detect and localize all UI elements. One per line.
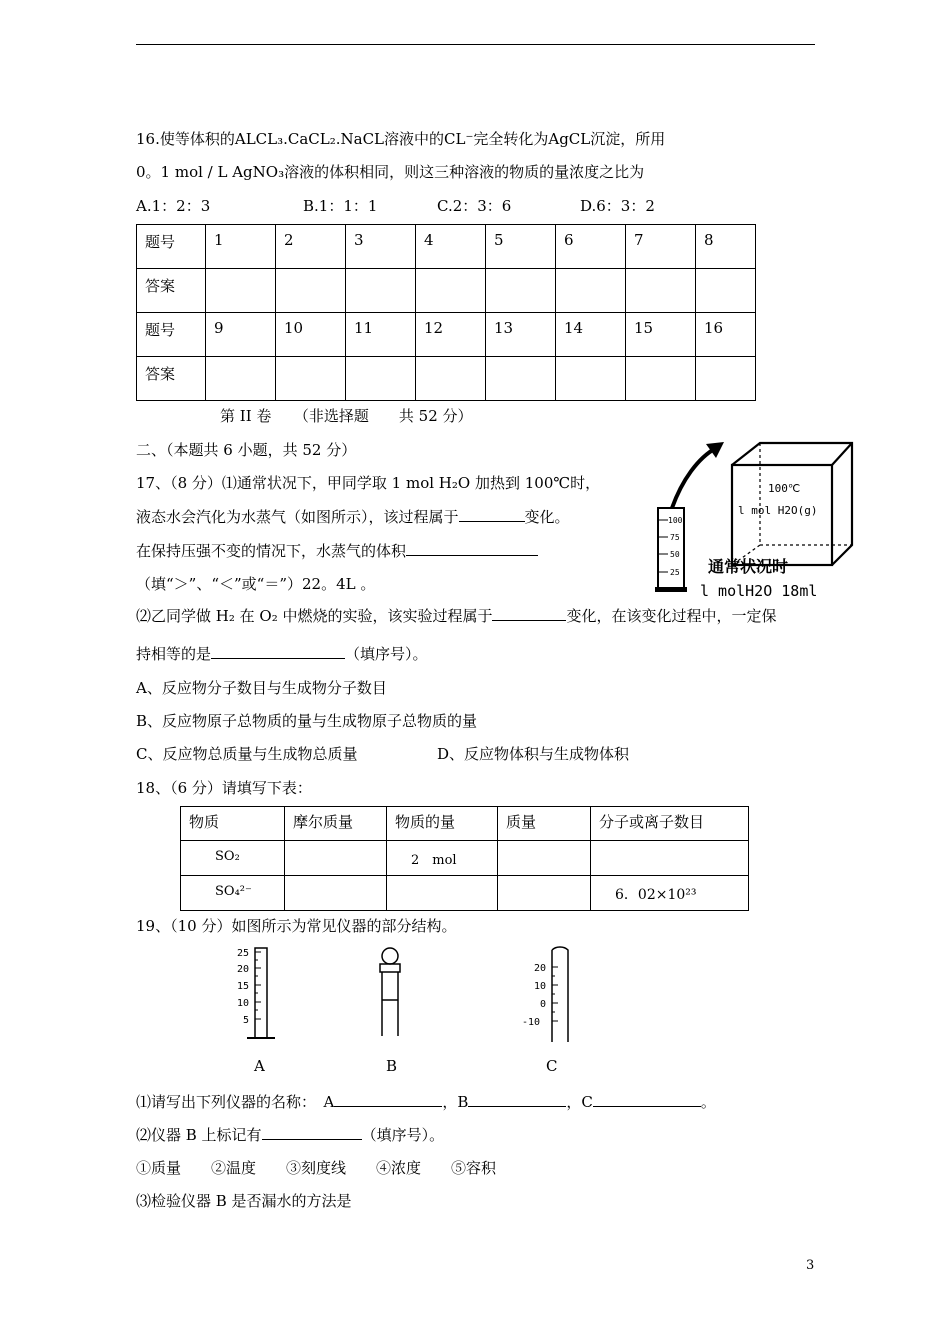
q17-line4: （填“＞”、“＜”或“＝”）22。4L 。 xyxy=(136,575,376,593)
q19-part2-text: ⑵仪器 B 上标记有 xyxy=(136,1126,262,1144)
q17-line3-text: 在保持压强不变的情况下，水蒸气的体积 xyxy=(136,542,407,560)
q17-line6 xyxy=(136,643,428,664)
answer-cell[interactable] xyxy=(276,357,346,401)
figure-caption-2: l molH2O 18ml xyxy=(700,582,818,600)
table-cell: 16 xyxy=(696,313,756,357)
q17-line5-text: ⑵乙同学做 H₂ 在 O₂ 中燃烧的实验，该实验过程属于 xyxy=(136,607,493,625)
table-cell: 6．02×10²³ xyxy=(591,876,749,911)
q16-line2: 0。1 mol / L AgNO₃溶液的体积相同，则这三种溶液的物质的量浓度之比为 xyxy=(136,163,645,181)
q17-line2-tail: 变化。 xyxy=(524,508,570,526)
q16-line1: 16.使等体积的ALCL₃.CaCL₂.NaCL溶液中的CL⁻完全转化为AgCL沉淀，所用 xyxy=(136,130,666,148)
table-cell: 5 xyxy=(486,225,556,269)
instrument-label-b: B xyxy=(386,1057,398,1075)
answer-blank[interactable] xyxy=(492,620,566,621)
table-cell: 10 xyxy=(276,313,346,357)
figure-caption: 通常状况时 xyxy=(708,557,789,576)
stopper-neck xyxy=(380,964,400,972)
q16-option-a: A.1：2：3 xyxy=(136,197,211,215)
q17-line6-text: 持相等的是 xyxy=(136,645,212,663)
answer-cell[interactable] xyxy=(486,357,556,401)
q17-line5-tail: 变化，在该变化过程中，一定保 xyxy=(566,607,777,625)
answer-blank[interactable] xyxy=(459,521,525,522)
answer-cell[interactable] xyxy=(696,357,756,401)
table-cell[interactable] xyxy=(591,841,749,876)
table-cell: 9 xyxy=(206,313,276,357)
answer-cell[interactable] xyxy=(626,269,696,313)
answer-cell[interactable] xyxy=(696,269,756,313)
cube-temperature: 100℃ xyxy=(768,482,801,495)
q17-line3 xyxy=(136,540,538,561)
q19-options: ①质量 ②温度 ③刻度线 ④浓度 ⑤容积 xyxy=(136,1159,497,1177)
table-cell: 答案 xyxy=(137,357,206,401)
q19-part1-end: 。 xyxy=(700,1093,716,1111)
answer-cell[interactable] xyxy=(416,357,486,401)
header-rule xyxy=(136,44,815,45)
answer-cell[interactable] xyxy=(206,357,276,401)
page-number: 3 xyxy=(806,1258,815,1273)
table-cell[interactable] xyxy=(285,876,387,911)
table-cell: 答案 xyxy=(137,269,206,313)
table-cell: 题号 xyxy=(137,313,206,357)
answer-blank[interactable] xyxy=(406,555,538,556)
tick-label: 10 xyxy=(534,981,547,992)
answer-blank-a[interactable] xyxy=(334,1106,442,1107)
answer-cell[interactable] xyxy=(416,269,486,313)
table-header: 物质的量 xyxy=(387,807,498,841)
table-cell: SO₂ xyxy=(181,841,285,876)
cylinder-base xyxy=(655,587,687,592)
answer-cell[interactable] xyxy=(556,357,626,401)
tick-label: 20 xyxy=(534,963,547,974)
cylinder-tick: 25 xyxy=(670,568,680,577)
table-header: 摩尔质量 xyxy=(285,807,387,841)
answer-cell[interactable] xyxy=(556,269,626,313)
q19-part1-text: ⑴请写出下列仪器的名称： A xyxy=(136,1093,335,1111)
answer-blank[interactable] xyxy=(211,658,345,659)
instrument-a-figure xyxy=(225,944,285,1044)
arrow-head-icon xyxy=(706,442,724,458)
q17-line2-text: 液态水会汽化为水蒸气（如图所示），该过程属于 xyxy=(136,508,459,526)
answer-blank[interactable] xyxy=(262,1139,362,1140)
q17-line6-tail: （填序号）。 xyxy=(345,645,428,663)
instrument-label-a: A xyxy=(254,1057,265,1075)
cylinder-tick: 50 xyxy=(670,550,680,559)
q19-part3: ⑶检验仪器 B 是否漏水的方法是 xyxy=(136,1192,352,1210)
q17-line5 xyxy=(136,605,777,626)
instrument-label-c: C xyxy=(546,1057,558,1075)
instrument-b-figure xyxy=(370,944,410,1044)
answer-table xyxy=(136,224,756,401)
table-cell: 1 xyxy=(206,225,276,269)
q19-part2 xyxy=(136,1124,444,1145)
answer-cell[interactable] xyxy=(486,269,556,313)
tick-label: 10 xyxy=(237,998,250,1009)
answer-cell[interactable] xyxy=(276,269,346,313)
tick-label: 25 xyxy=(237,948,250,959)
table-cell: 13 xyxy=(486,313,556,357)
answer-cell[interactable] xyxy=(346,357,416,401)
table-cell: 15 xyxy=(626,313,696,357)
tick-label: 20 xyxy=(237,964,250,975)
answer-blank-b[interactable] xyxy=(468,1106,566,1107)
q19-title: 19、（10 分）如图所示为常见仪器的部分结构。 xyxy=(136,917,457,935)
section-header: 第 II 卷 （非选择题 共 52 分） xyxy=(220,407,473,425)
answer-cell[interactable] xyxy=(206,269,276,313)
cylinder-tick: 100 xyxy=(668,516,683,525)
table-header: 质量 xyxy=(498,807,591,841)
flask-stopper xyxy=(382,948,398,964)
table-cell: 题号 xyxy=(137,225,206,269)
q17-option-b: B、反应物原子总物质的量与生成物原子总物质的量 xyxy=(136,712,478,730)
vaporization-figure xyxy=(650,440,860,605)
q17-option-a: A、反应物分子数目与生成物分子数目 xyxy=(136,679,387,697)
tick-label: 0 xyxy=(540,999,547,1010)
table-cell: 3 xyxy=(346,225,416,269)
q18-title: 18、（6 分）请填写下表： xyxy=(136,779,312,797)
table-header: 分子或离子数目 xyxy=(591,807,749,841)
q16-option-d: D.6：3：2 xyxy=(580,197,655,215)
table-cell: 8 xyxy=(696,225,756,269)
q16-option-c: C.2：3：6 xyxy=(437,197,512,215)
table-cell: 2 mol xyxy=(387,841,498,876)
tick-label: 15 xyxy=(237,981,250,992)
q16-option-b: B.1：1：1 xyxy=(303,197,378,215)
table-cell: 14 xyxy=(556,313,626,357)
curved-arrow xyxy=(672,448,716,508)
cylinder-tick: 75 xyxy=(670,533,680,542)
answer-cell[interactable] xyxy=(626,357,696,401)
table-cell[interactable] xyxy=(387,876,498,911)
q17-line2 xyxy=(136,506,570,527)
q18-table xyxy=(180,806,749,911)
table-cell[interactable] xyxy=(498,876,591,911)
table-cell: 2 xyxy=(276,225,346,269)
cube-label: l mol H2O(g) xyxy=(738,504,818,517)
table-cell: SO₄²⁻ xyxy=(181,876,285,911)
table-cell: 6 xyxy=(556,225,626,269)
table-cell[interactable] xyxy=(498,841,591,876)
table-cell: 11 xyxy=(346,313,416,357)
table-header: 物质 xyxy=(181,807,285,841)
q19-part2-tail: （填序号）。 xyxy=(361,1126,445,1144)
table-cell[interactable] xyxy=(285,841,387,876)
answer-blank-c[interactable] xyxy=(593,1106,701,1107)
q19-part1-c: ，C xyxy=(566,1093,593,1111)
instrument-c-figure xyxy=(520,944,580,1044)
q17-option-c: C、反应物总质量与生成物总质量 xyxy=(136,745,358,763)
q17-line1: 17、（8 分）⑴通常状况下，甲同学取 1 mol H₂O 加热到 100℃时， xyxy=(136,474,601,492)
answer-cell[interactable] xyxy=(346,269,416,313)
tick-label: -10 xyxy=(522,1017,541,1028)
table-cell: 7 xyxy=(626,225,696,269)
q19-part1-b: ，B xyxy=(442,1093,469,1111)
table-cell: 12 xyxy=(416,313,486,357)
tick-label: 5 xyxy=(243,1015,250,1026)
table-cell: 4 xyxy=(416,225,486,269)
flask-neck xyxy=(382,972,398,1036)
q19-part1 xyxy=(136,1091,716,1112)
section-subheader: 二、（本题共 6 小题，共 52 分） xyxy=(136,441,357,459)
q17-option-d: D、反应物体积与生成物体积 xyxy=(437,745,630,763)
